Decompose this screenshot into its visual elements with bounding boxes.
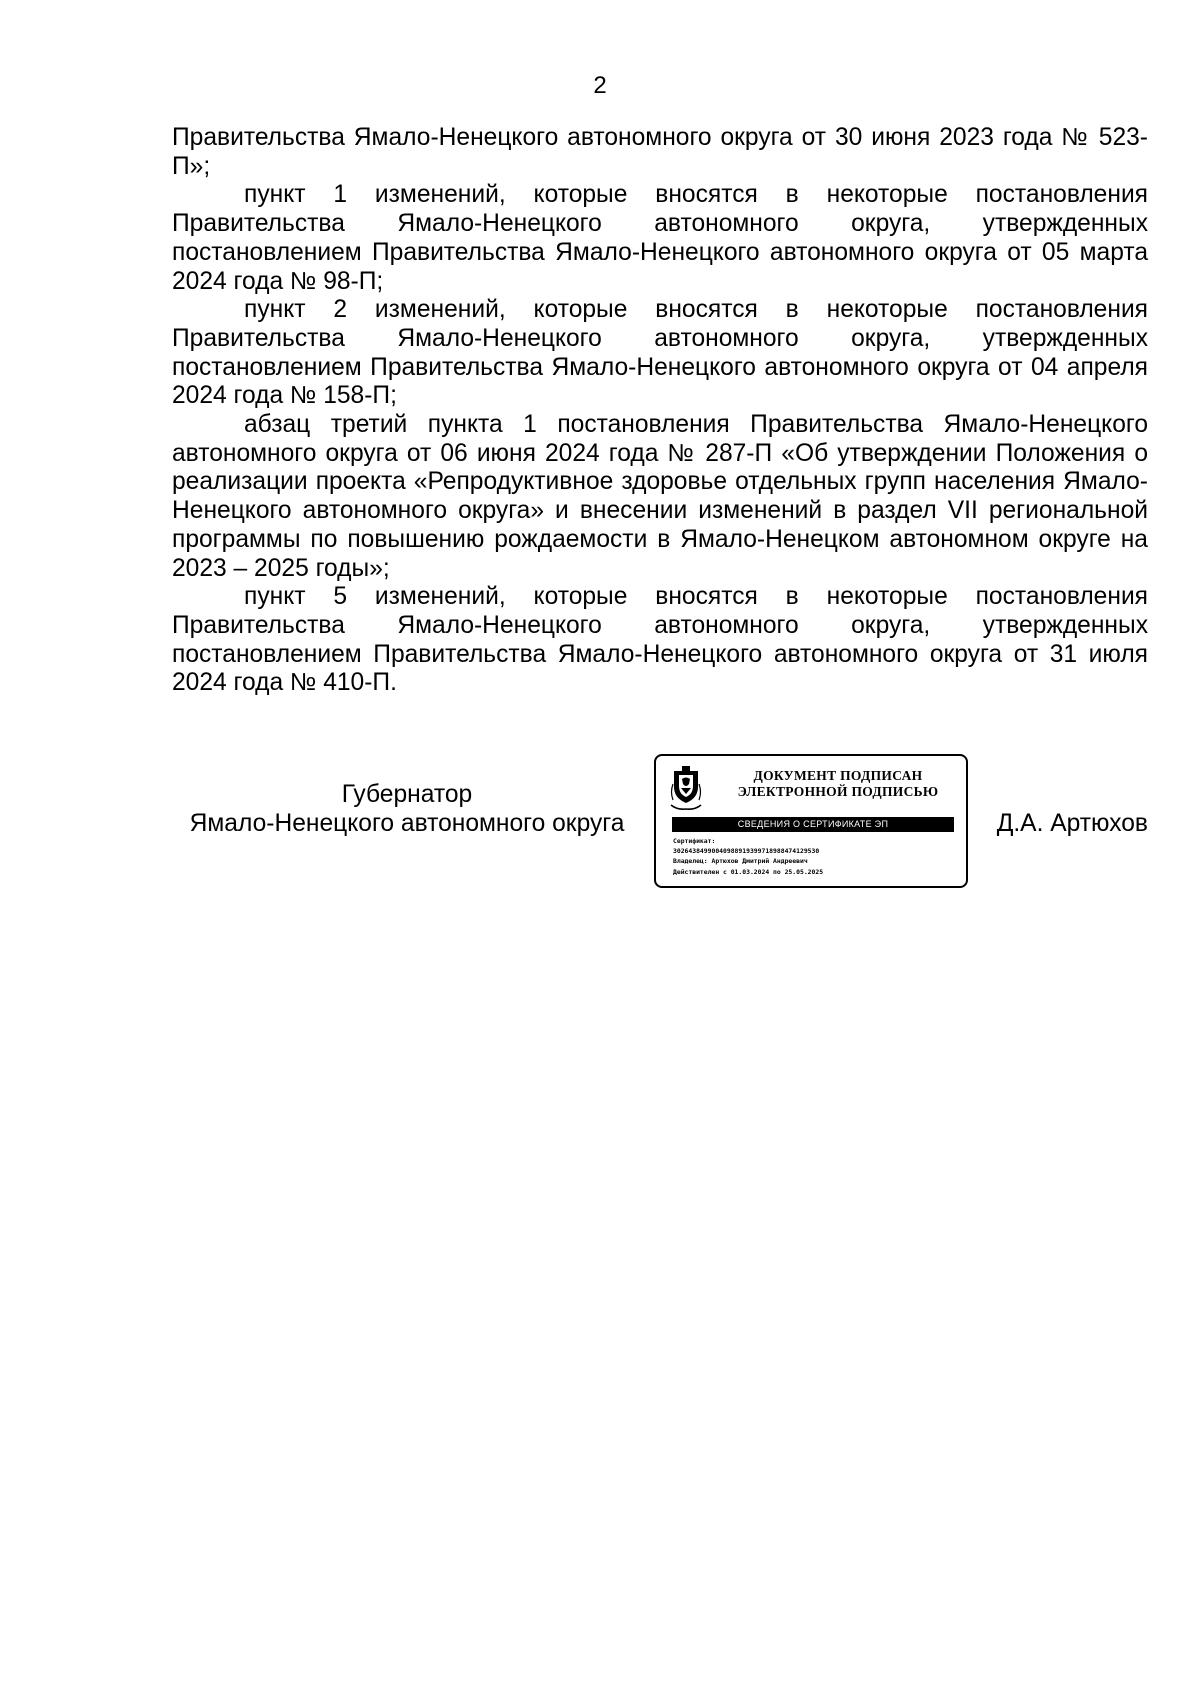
- certificate-info-bar: СВЕДЕНИЯ О СЕРТИФИКАТЕ ЭП: [672, 817, 954, 832]
- signatory-region: Ямало-Ненецкого автономного округа: [189, 809, 625, 837]
- paragraph-item-4: пункт 5 изменений, которые вносятся в некоторые постановления Правительства Ямало-Ненецкого автономного округа, утвержденных постановлением Правительства Ямало-Ненецкого автономного округа от 31 июля 2024 года № 410-П.: [172, 583, 1148, 697]
- certificate-validity: Действителен с 01.03.2024 по 25.05.2025: [673, 867, 824, 876]
- page-number: 2: [593, 72, 607, 99]
- certificate-number: 302643849900409889193997189884741295​30: [673, 847, 820, 856]
- certificate-details: [673, 836, 953, 877]
- electronic-signature-stamp: [654, 754, 968, 888]
- paragraph-item-3: абзац третий пункта 1 постановления Правительства Ямало-Ненецкого автономного округа от 06 июня 2024 года № 287-П «Об утверждении Положения о реализации проекта «Репродуктивное здоровье отдельных групп населения Ямало-Ненецкого автономного округа» и внесении изменений в раздел VII региональной программы по повышению рождаемости в Ямало-Ненецком автономном округе на 2023 – 2025 годы»;: [172, 411, 1148, 582]
- certificate-owner: Владелец: Артюхов Дмитрий Андреевич: [673, 857, 808, 866]
- signatory-name: Д.А. Артюхов: [996, 810, 1148, 837]
- paragraph-continuation: Правительства Ямало-Ненецкого автономного округа от 30 июня 2023 года № 523-П»;: [172, 124, 1148, 180]
- certificate-label: Сертификат:: [673, 837, 716, 845]
- signatory-title: Губернатор: [341, 781, 473, 808]
- paragraph-item-2: пункт 2 изменений, которые вносятся в некоторые постановления Правительства Ямало-Ненецкого автономного округа, утвержденных постановлением Правительства Ямало-Ненецкого автономного округа от 04 апреля 2024 года № 158-П;: [172, 296, 1148, 410]
- stamp-title: [716, 768, 960, 800]
- signatory-position: [172, 781, 642, 838]
- document-body: [172, 124, 1148, 698]
- stamp-title-line-1: ДОКУМЕНТ ПОДПИСАН: [753, 768, 923, 783]
- yamal-coat-of-arms-icon: [669, 764, 703, 814]
- paragraph-item-1: пункт 1 изменений, которые вносятся в некоторые постановления Правительства Ямало-Ненецкого автономного округа, утвержденных постановлением Правительства Ямало-Ненецкого автономного округа от 05 марта 2024 года № 98-П;: [172, 181, 1148, 295]
- stamp-title-line-2: ЭЛЕКТРОННОЙ ПОДПИСЬЮ: [737, 784, 939, 799]
